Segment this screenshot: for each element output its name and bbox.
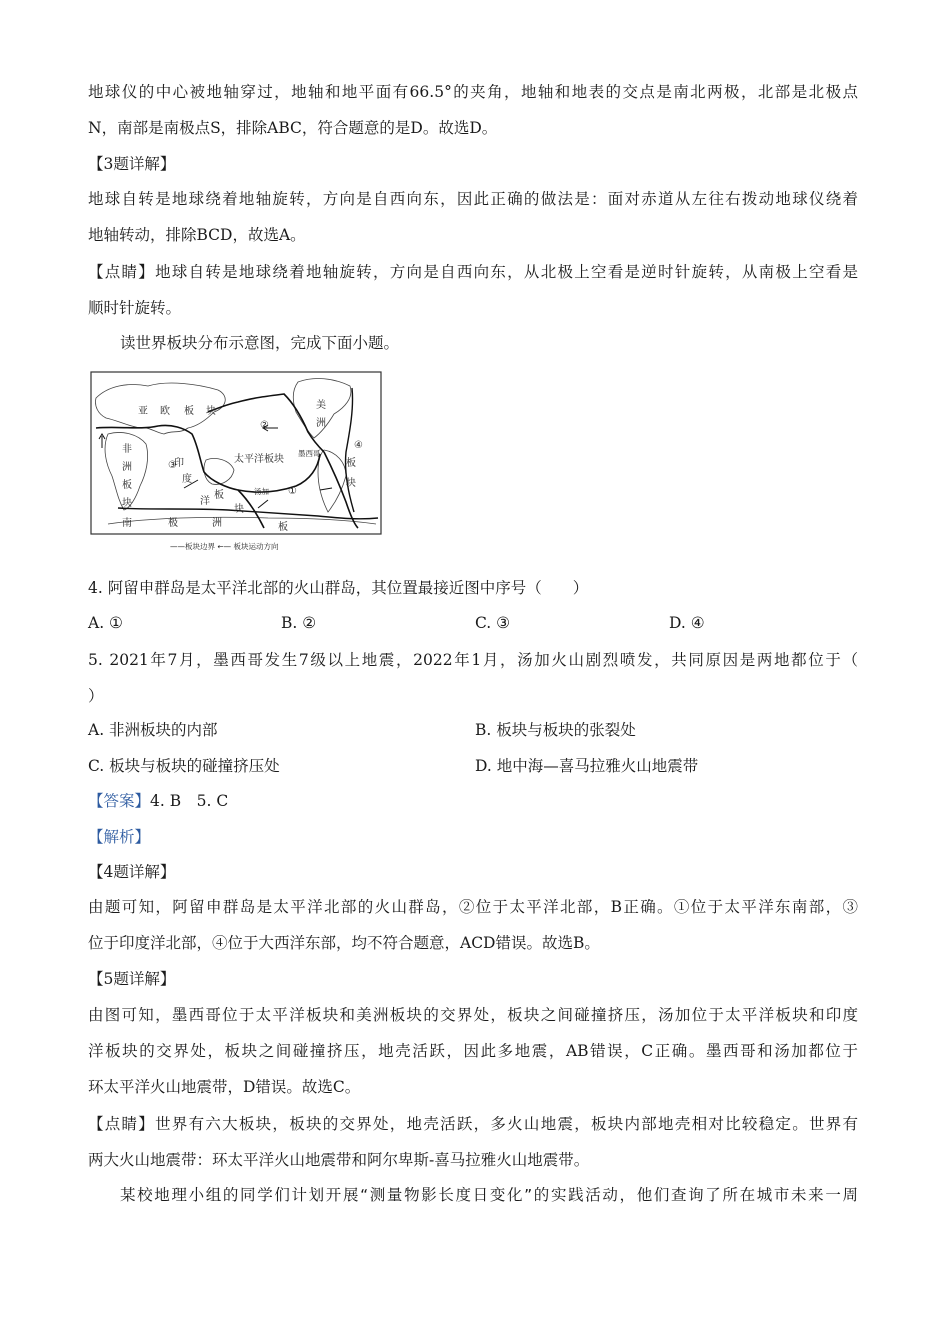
q5-detail-header: 【5题详解】	[88, 970, 176, 988]
q3-line1: 地球自转是地球绕着地轴旋转，方向是自西向东，因此正确的做法是：面对赤道从左往右拨动地球仪绕着	[88, 190, 858, 208]
map-label-fei: 非	[122, 444, 132, 455]
q4-option-a[interactable]: A. ①	[88, 614, 123, 632]
map-label-n4: ④	[354, 440, 363, 451]
map-label-ban2: 板	[122, 480, 132, 491]
map-legend: ——板块边界 ←— 板块运动方向	[170, 542, 279, 551]
q3-line2: 地轴转动，排除BCD，故选A。	[88, 226, 306, 244]
map-label-kuai4: 块	[346, 478, 356, 489]
q4-detail-line2: 位于印度洋北部，④位于大西洋东部，均不符合题意，ACD错误。故选B。	[88, 934, 600, 952]
next-intro: 某校地理小组的同学们计划开展“测量物影长度日变化”的实践活动，他们查询了所在城市未来一周	[120, 1186, 858, 1204]
map-label-n2: ②	[260, 420, 269, 431]
map-label-zhou2: 洲	[122, 462, 132, 473]
q3-header: 【3题详解】	[88, 155, 176, 173]
q4-stem: 4. 阿留申群岛是太平洋北部的火山群岛，其位置最接近图中序号（ ）	[88, 579, 589, 597]
q5-option-d[interactable]: D. 地中海—喜马拉雅火山地震带	[475, 757, 699, 775]
q4-option-d[interactable]: D. ④	[669, 614, 705, 632]
map-label-kuai3: 块	[234, 504, 244, 515]
q5-stem-line2: ）	[88, 687, 104, 705]
q5-stem-line1: 5. 2021年7月，墨西哥发生7级以上地震，2022年1月，汤加火山剧烈喷发，共同原因是两地都位于（	[88, 651, 858, 669]
answer-tag: 【答案】	[88, 792, 151, 810]
map-label-nan: 南	[122, 518, 132, 529]
q5-option-a[interactable]: A. 非洲板块的内部	[88, 721, 218, 739]
q4-detail-line1: 由题可知，阿留申群岛是太平洋北部的火山群岛，②位于太平洋北部，B正确。①位于太平洋东南部，③	[88, 898, 858, 916]
para1-line2: N，南部是南极点S，排除ABC，符合题意的是D。故选D。	[88, 119, 498, 137]
map-label-ji: 极	[168, 518, 178, 529]
dianjing2-line2: 两大火山地震带：环太平洋火山地震带和阿尔卑斯-喜马拉雅火山地震带。	[88, 1151, 590, 1169]
analysis-tag: 【解析】	[88, 828, 151, 846]
dianjing1-line1: 【点睛】地球自转是地球绕着地轴旋转，方向是自西向东，从北极上空看是逆时针旋转，从南极上空看是	[88, 263, 858, 281]
map-label-zhou3: 洲	[212, 518, 222, 529]
q4-option-b[interactable]: B. ②	[281, 614, 317, 632]
map-label-zhou1: 洲	[316, 418, 326, 429]
map-label-n3: ③	[168, 460, 177, 471]
map-label-ou: 欧	[160, 406, 170, 417]
map-label-yin: 印	[174, 458, 184, 469]
map-label-ya: 亚	[138, 406, 148, 417]
map-label-ban5: 板	[278, 522, 288, 533]
para1-line1: 地球仪的中心被地轴穿过，地轴和地平面有66.5°的夹角，地轴和地表的交点是南北两极，北部是北极点	[88, 83, 858, 101]
map-label-ban3: 板	[214, 490, 224, 501]
q4-detail-header: 【4题详解】	[88, 863, 176, 881]
q5-detail-line2: 洋板块的交界处，板块之间碰撞挤压，地壳活跃，因此多地震，AB错误，C正确。墨西哥和汤加都位于	[88, 1042, 858, 1060]
map-label-n1: ①	[288, 486, 297, 497]
dianjing1-line2: 顺时针旋转。	[88, 299, 182, 317]
map-label-yang: 洋	[200, 496, 210, 507]
dianjing2-line1: 【点睛】世界有六大板块，板块的交界处，地壳活跃，多火山地震，板块内部地壳相对比较稳定。世界有	[88, 1115, 858, 1133]
answer-line	[88, 791, 228, 811]
map-label-kuai1: 块	[206, 406, 216, 417]
map-label-du: 度	[182, 474, 192, 485]
plate-map	[88, 368, 384, 554]
q5-option-c[interactable]: C. 板块与板块的碰撞挤压处	[88, 757, 280, 775]
map-label-mexico: 墨西哥	[298, 449, 321, 458]
q5-detail-line3: 环太平洋火山地震带，D错误。故选C。	[88, 1078, 361, 1096]
map-label-ban1: 板	[184, 406, 194, 417]
answer-text: 4. B 5. C	[150, 792, 229, 810]
map-label-tonga: 汤加	[254, 487, 269, 496]
q5-option-b[interactable]: B. 板块与板块的张裂处	[475, 721, 636, 739]
map-label-pacific: 太平洋板块	[234, 454, 284, 465]
map-label-ban4: 板	[346, 458, 356, 469]
q5-detail-line1: 由图可知，墨西哥位于太平洋板块和美洲板块的交界处，板块之间碰撞挤压，汤加位于太平洋板块和印度	[88, 1006, 858, 1024]
map-intro: 读世界板块分布示意图，完成下面小题。	[120, 334, 400, 352]
map-label-kuai2: 块	[122, 498, 132, 509]
map-label-mei: 美	[316, 400, 326, 411]
q4-option-c[interactable]: C. ③	[475, 614, 511, 632]
